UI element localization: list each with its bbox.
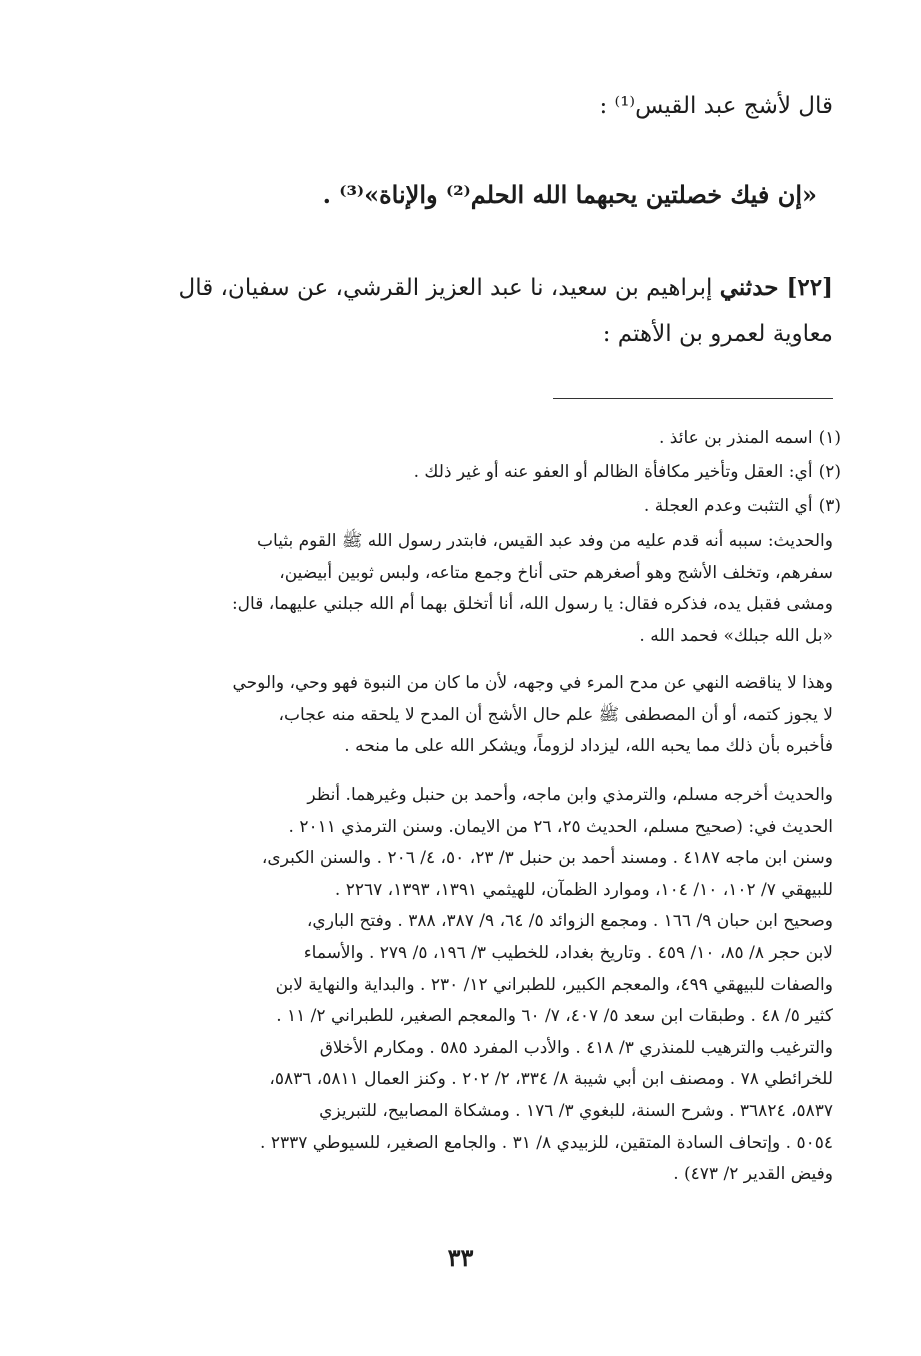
footnote-3-text: أي التثبت وعدم العجلة . xyxy=(643,496,813,516)
commentary-line: فأخبره بأن ذلك مما يحبه الله، ليزداد لزوماً، ويشكر الله على ما منحه . xyxy=(344,736,833,757)
explanation-line: «بل الله جبلك» فحمد الله . xyxy=(639,625,833,646)
reference-line: وصحيح ابن حبان ٩/ ١٦٦ . ومجمع الزوائد ٥/ ٦٤، ٩/ ٣٨٧، ٣٨٨ . وفتح الباري، xyxy=(306,911,833,932)
reference-line: الحديث في: (صحيح مسلم، الحديث ٢٥، ٢٦ من الايمان. وسنن الترمذي ٢٠١١ . xyxy=(288,816,833,837)
commentary-line: وهذا لا يناقضه النهي عن مدح المرء في وجهه، لأن ما كان من النبوة فهو وحي، والوحي xyxy=(232,673,833,693)
reference-line: لابن حجر ٨/ ٨٥، ١٠/ ٤٥٩ . وتاريخ بغداد، للخطيب ٣/ ١٩٦، ٥/ ٢٧٩ . والأسماء xyxy=(303,942,833,963)
commentary-line: لا يجوز كتمه، أو أن المصطفى ﷺ علم حال الأشج أن المدح لا يلحقه منه عجاب، xyxy=(278,704,833,725)
hadith-quote: «إن فيك خصلتين يحبهما الله الحلم⁽²⁾ والإناة»⁽³⁾ . xyxy=(322,180,817,209)
reference-line: ٥٠٥٤ . وإتحاف السادة المتقين، للزبيدي ٨/ ٣١ . والجامع الصغير، للسيوطي ٢٣٣٧ . xyxy=(260,1132,833,1153)
reference-line: والصفات للبيهقي ٤٩٩، والمعجم الكبير، للطبراني ١٢/ ٢٣٠ . والبداية والنهاية لابن xyxy=(275,974,833,995)
footnote-divider xyxy=(553,398,833,399)
footnote-2 xyxy=(78,456,841,488)
footnote-3-commentary xyxy=(78,668,833,763)
reference-line: للخرائطي ٧٨ . ومصنف ابن أبي شيبة ٨/ ٣٣٤، ٢/ ٢٠٢ . وكنز العمال ٥٨١١، ٥٨٣٦، xyxy=(269,1069,833,1090)
reference-line: والترغيب والترهيب للمنذري ٣/ ٤١٨ . والأدب المفرد ٥٨٥ . ومكارم الأخلاق xyxy=(319,1037,833,1058)
reference-line: وفيض القدير ٢/ ٤٧٣) . xyxy=(673,1164,833,1185)
footnote-3 xyxy=(78,490,841,522)
paragraph-line1-text: إبراهيم بن سعيد، نا عبد العزيز القرشي، عن سفيان، قال xyxy=(178,275,713,301)
paragraph-line2-text: معاوية لعمرو بن الأهتم : xyxy=(602,321,833,347)
paragraph-22-line2 xyxy=(96,314,833,354)
hadith-text xyxy=(96,175,817,215)
reference-line: وسنن ابن ماجه ٤١٨٧ . ومسند أحمد بن حنبل ٣/ ٢٣، ٥٠، ٤/ ٢٠٦ . والسنن الكبرى، xyxy=(261,848,833,869)
footnote-1-number: (١) xyxy=(818,428,841,448)
explanation-line: والحديث: سببه أنه قدم عليه من وفد عبد القيس، فابتدر رسول الله ﷺ القوم بثياب xyxy=(257,531,833,551)
paragraph-22-line1 xyxy=(96,268,833,308)
footnote-3-number: (٣) xyxy=(818,496,841,516)
footnote-1 xyxy=(78,422,841,454)
explanation-line: ومشى فقبل يده، فذكره فقال: يا رسول الله، أنا أتخلق بهما أم الله جبلني عليهما، قال: xyxy=(231,594,833,615)
explanation-line: سفرهم، وتخلف الأشج وهو أصغرهم حتى أناخ وجمع متاعه، ولبس ثوبين أبيضين، xyxy=(279,562,833,583)
reference-line: كثير ٥/ ٤٨ . وطبقات ابن سعد ٥/ ٤٠٧، ٧/ ٦٠ والمعجم الصغير، للطبراني ٢/ ١١ . xyxy=(276,1006,833,1027)
footnote-3-references xyxy=(78,780,833,1191)
paragraph-number: [٢٢] حدثني xyxy=(719,274,833,301)
footnote-1-text: اسمه المنذر بن عائذ . xyxy=(659,428,813,448)
footnote-2-number: (٢) xyxy=(818,462,841,482)
footnote-3-explanation xyxy=(78,526,833,652)
page-number: ٣٣ xyxy=(447,1243,474,1272)
reference-line: والحديث أخرجه مسلم، والترمذي وابن ماجه، وأحمد بن حنبل وغيرهما. أنظر xyxy=(307,785,833,805)
reference-line: للبيهقي ٧/ ١٠٢، ١٠/ ١٠٤، وموارد الظمآن، للهيثمي ١٣٩١، ١٣٩٣، ٢٢٦٧ . xyxy=(334,879,833,900)
intro-text: قال لأشج عبد القيس⁽¹⁾ : xyxy=(599,93,833,119)
intro-line xyxy=(96,86,833,126)
reference-line: ٥٨٣٧، ٣٦٨٢٤ . وشرح السنة، للبغوي ٣/ ١٧٦ . ومشكاة المصابيح، للتبريزي xyxy=(319,1100,833,1121)
footnote-2-text: أي: العقل وتأخير مكافأة الظالم أو العفو عنه أو غير ذلك . xyxy=(413,462,813,482)
